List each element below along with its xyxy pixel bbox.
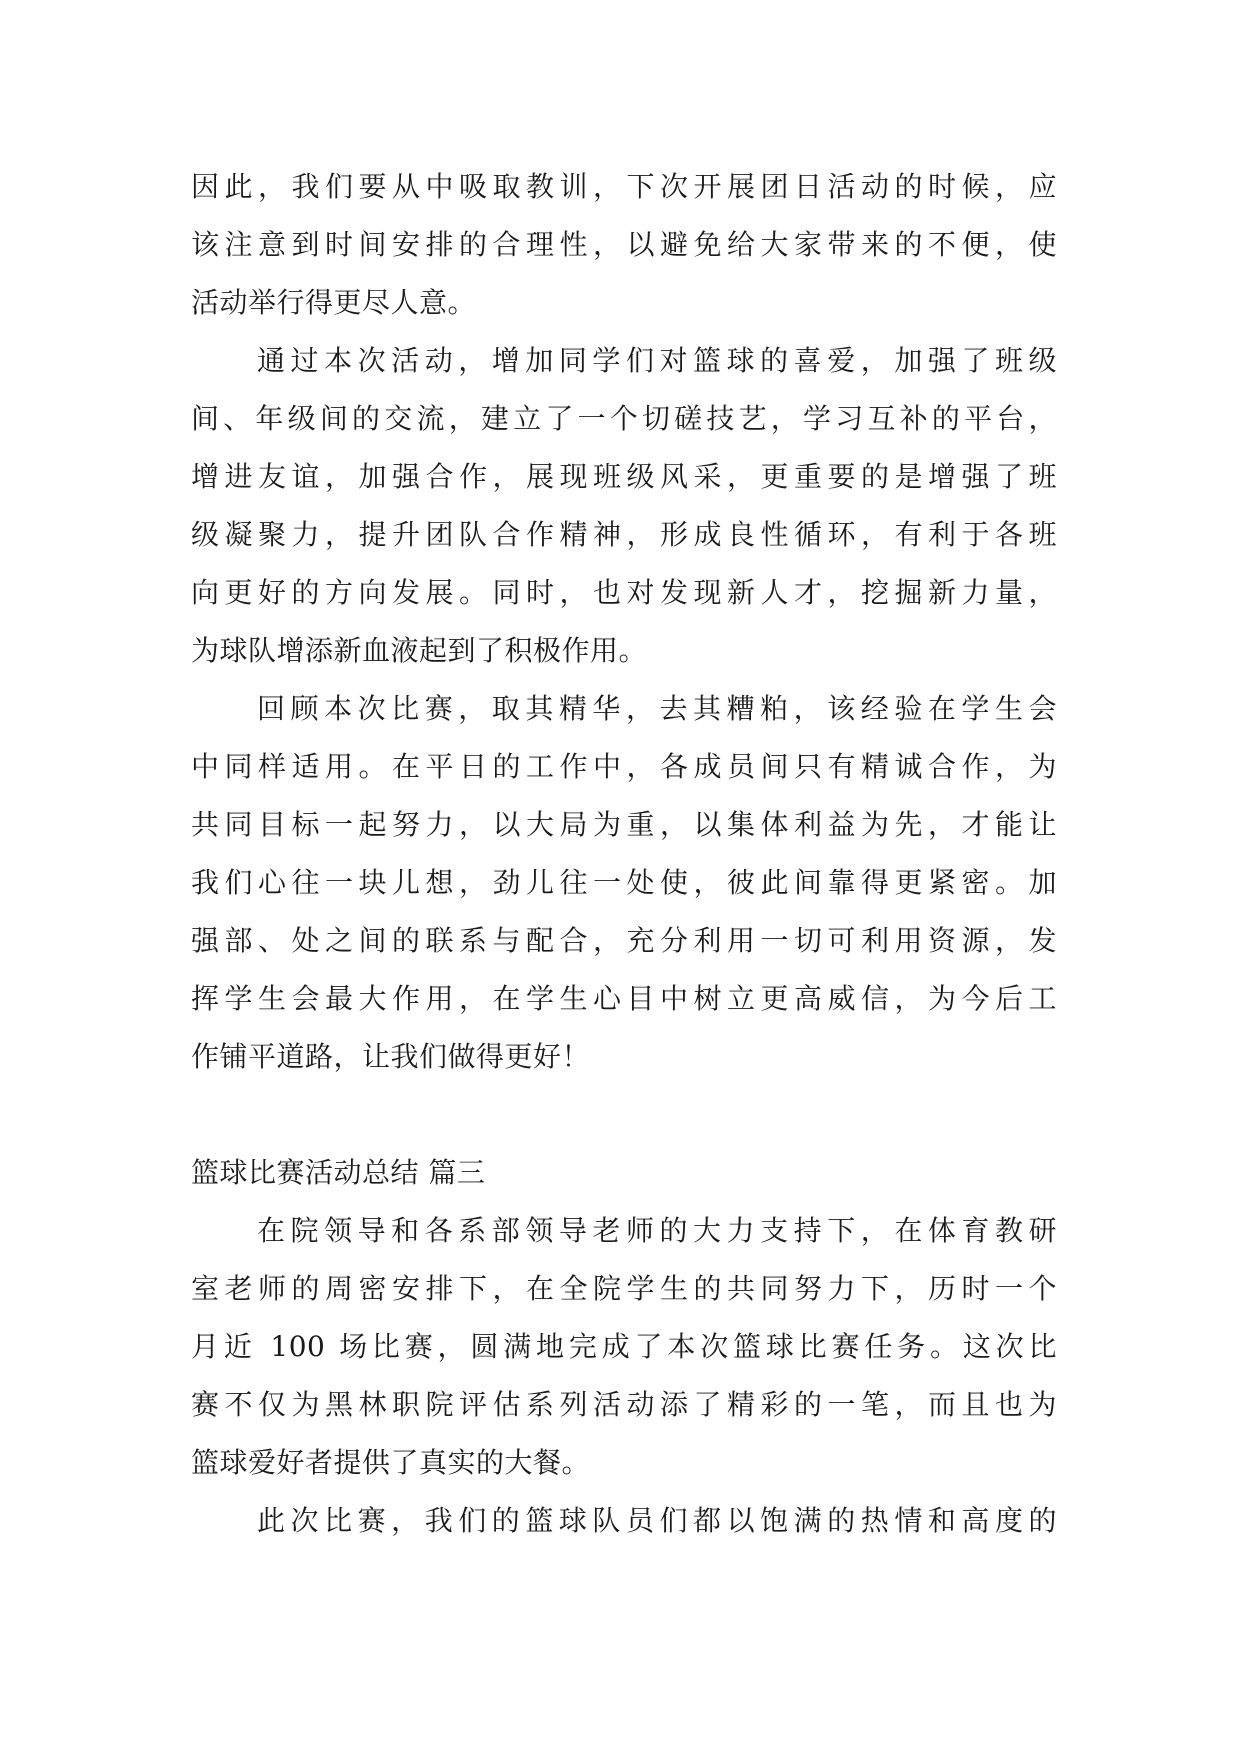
text-line: 中同样适用。在平日的工作中，各成员间只有精诚合作，为 bbox=[191, 750, 1057, 783]
text-line: 赛不仅为黑林职院评估系列活动添了精彩的一笔，而且也为 bbox=[191, 1388, 1057, 1421]
text-line: 作铺平道路，让我们做得更好！ bbox=[191, 1040, 591, 1073]
text-line: 回顾本次比赛，取其精华，去其糟粕，该经验在学生会 bbox=[257, 692, 1057, 725]
paragraph-2 bbox=[191, 332, 1057, 680]
text-line: 月近 100 场比赛，圆满地完成了本次篮球比赛任务。这次比 bbox=[191, 1330, 1057, 1363]
text-line: 通过本次活动，增加同学们对篮球的喜爱，加强了班级 bbox=[257, 344, 1057, 377]
text-line: 此次比赛，我们的篮球队员们都以饱满的热情和高度的 bbox=[257, 1504, 1057, 1537]
text-line: 增进友谊，加强合作，展现班级风采，更重要的是增强了班 bbox=[191, 460, 1057, 493]
text-line: 我们心往一块儿想，劲儿往一处使，彼此间靠得更紧密。加 bbox=[191, 866, 1057, 899]
text-line: 室老师的周密安排下，在全院学生的共同努力下，历时一个 bbox=[191, 1272, 1057, 1305]
text-line: 在院领导和各系部领导老师的大力支持下，在体育教研 bbox=[257, 1214, 1057, 1247]
text-line: 因此，我们要从中吸取教训，下次开展团日活动的时候，应 bbox=[191, 170, 1057, 203]
text-line: 该注意到时间安排的合理性，以避免给大家带来的不便，使 bbox=[191, 228, 1057, 261]
text-line: 篮球爱好者提供了真实的大餐。 bbox=[191, 1446, 591, 1479]
paragraph-1 bbox=[191, 158, 1057, 332]
text-line: 向更好的方向发展。同时，也对发现新人才，挖掘新力量， bbox=[191, 576, 1057, 609]
text-line: 活动举行得更尽人意。 bbox=[191, 286, 477, 319]
section-heading: 篮球比赛活动总结 篇三 bbox=[191, 1156, 486, 1189]
document-body bbox=[191, 158, 1057, 1550]
paragraph-4 bbox=[191, 1202, 1057, 1492]
paragraph-3 bbox=[191, 680, 1057, 1086]
text-line: 为球队增添新血液起到了积极作用。 bbox=[191, 634, 648, 667]
text-line: 强部、处之间的联系与配合，充分利用一切可利用资源，发 bbox=[191, 924, 1057, 957]
text-line: 挥学生会最大作用，在学生心目中树立更高威信，为今后工 bbox=[191, 982, 1057, 1015]
paragraph-5 bbox=[191, 1492, 1057, 1550]
text-line: 间、年级间的交流，建立了一个切磋技艺，学习互补的平台， bbox=[191, 402, 1057, 435]
text-line: 共同目标一起努力，以大局为重，以集体利益为先，才能让 bbox=[191, 808, 1057, 841]
text-line: 级凝聚力，提升团队合作精神，形成良性循环，有利于各班 bbox=[191, 518, 1057, 551]
